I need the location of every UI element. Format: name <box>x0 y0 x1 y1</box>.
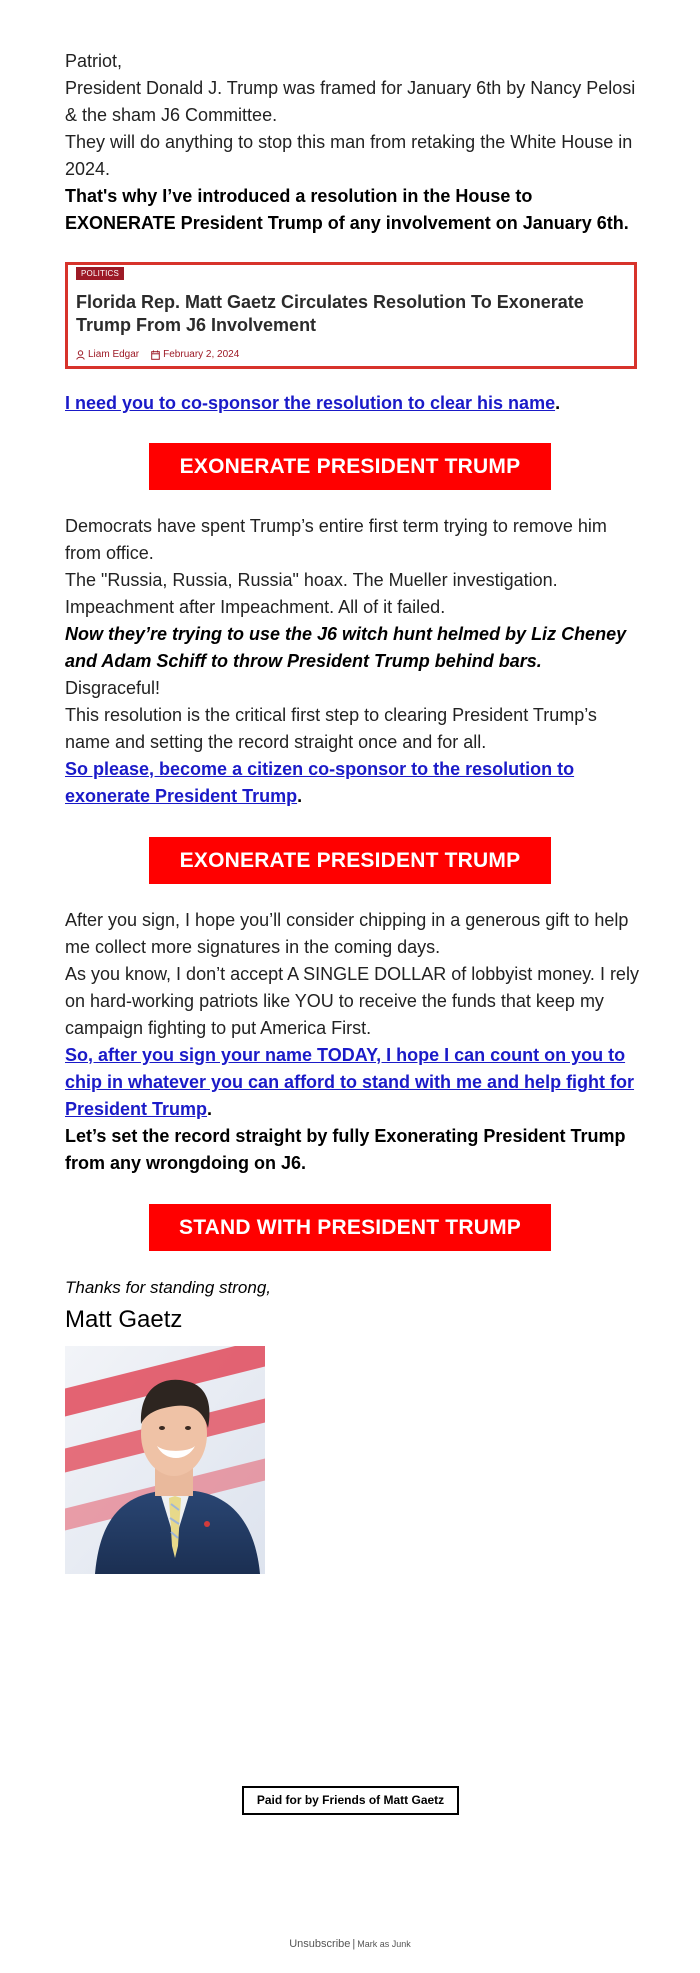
paragraph-after-sign: After you sign, I hope you’ll consider chipping in a generous gift to help me collect more signatures in the coming days. <box>65 910 629 957</box>
article-card[interactable] <box>65 262 637 369</box>
paragraph-democrats: Democrats have spent Trump’s entire first term trying to remove him from office. <box>65 516 607 563</box>
category-badge: POLITICS <box>76 267 124 280</box>
chip-in-link[interactable]: So, after you sign your name TODAY, I hope I can count on you to chip in whatever you can afford to stand with me and help fight for President Trump <box>65 1045 635 1119</box>
paragraph-resolution: That's why I’ve introduced a resolution in the House to EXONERATE President Trump of any involvement on January 6th. <box>65 186 629 233</box>
mark-as-junk-link[interactable]: Mark as Junk <box>357 1939 411 1949</box>
paragraph-framed: President Donald J. Trump was framed for January 6th by Nancy Pelosi & the sham J6 Committee. <box>65 78 636 125</box>
paragraph-disgraceful: Disgraceful! <box>65 678 161 698</box>
paragraph-hoax: The "Russia, Russia, Russia" hoax. The Mueller investigation. Impeachment after Impeachment. All of it failed. <box>65 570 558 617</box>
paragraph-first-step: This resolution is the critical first step to clearing President Trump’s name and setting the record straight once and for all. <box>65 705 597 752</box>
cosponsor-line: I need you to co-sponsor the resolution to clear his name. <box>65 393 561 413</box>
paragraph-stop: They will do anything to stop this man from retaking the White House in 2024. <box>65 132 633 179</box>
portrait-photo <box>65 1346 265 1574</box>
article-date: February 2, 2024 <box>163 349 240 360</box>
paid-for-disclaimer: Paid for by Friends of Matt Gaetz <box>242 1786 459 1815</box>
exonerate-button-2[interactable]: EXONERATE PRESIDENT TRUMP <box>149 837 551 884</box>
stand-with-trump-button[interactable]: STAND WITH PRESIDENT TRUMP <box>149 1204 551 1251</box>
article-meta <box>76 349 239 360</box>
unsubscribe-link[interactable]: Unsubscribe <box>289 1938 351 1950</box>
email-body <box>65 48 640 237</box>
article-headline[interactable]: Florida Rep. Matt Gaetz Circulates Resolution To Exonerate Trump From J6 Involvement <box>76 292 584 335</box>
footer <box>0 1938 700 1950</box>
paragraph-witch-hunt: Now they’re trying to use the J6 witch hunt helmed by Liz Cheney and Adam Schiff to throw President Trump behind bars. <box>65 624 627 671</box>
paragraph-lobbyist: As you know, I don’t accept A SINGLE DOLLAR of lobbyist money. I rely on hard-working patriots like YOU to receive the funds that keep my campaign fighting to put America First. <box>65 964 639 1038</box>
signature-name: Matt Gaetz <box>65 1306 183 1333</box>
become-cosponsor-link[interactable]: So please, become a citizen co-sponsor to the resolution to exonerate President Trump <box>65 759 575 806</box>
email-body-2: Democrats have spent Trump’s entire first term trying to remove him from office. The "Russia, Russia, Russia" hoax. The Mueller investigation. Impeachment after Impeachment. All of it failed. Now they’re trying to use the J6 witch hunt helmed by Liz Cheney and Adam Schiff to throw President Trump behind bars. Disgraceful! This resolution is the critical first step to clearing President Trump’s name and setting the record straight once and for all. So please, become a citizen co-sponsor to the resolution to exonerate President Trump. <box>65 513 640 810</box>
paragraph-record-straight: Let’s set the record straight by fully Exonerating President Trump from any wrongdoing on J6. <box>65 1126 626 1173</box>
user-icon <box>76 350 85 360</box>
footer-separator: | <box>352 1938 356 1950</box>
cosponsor-link[interactable]: I need you to co-sponsor the resolution to clear his name <box>65 393 556 413</box>
calendar-icon <box>151 350 160 360</box>
greeting: Patriot, <box>65 51 123 71</box>
signoff-thanks: Thanks for standing strong, <box>65 1278 272 1297</box>
exonerate-button-1[interactable]: EXONERATE PRESIDENT TRUMP <box>149 443 551 490</box>
article-author[interactable]: Liam Edgar <box>88 349 140 360</box>
email-body-3: After you sign, I hope you’ll consider chipping in a generous gift to help me collect more signatures in the coming days. As you know, I don’t accept A SINGLE DOLLAR of lobbyist money. I rely on hard-working patriots like YOU to receive the funds that keep my campaign fighting to put America First. So, after you sign your name TODAY, I hope I can count on you to chip in whatever you can afford to stand with me and help fight for President Trump. Let’s set the record straight by fully Exonerating President Trump from any wrongdoing on J6. <box>65 907 640 1177</box>
